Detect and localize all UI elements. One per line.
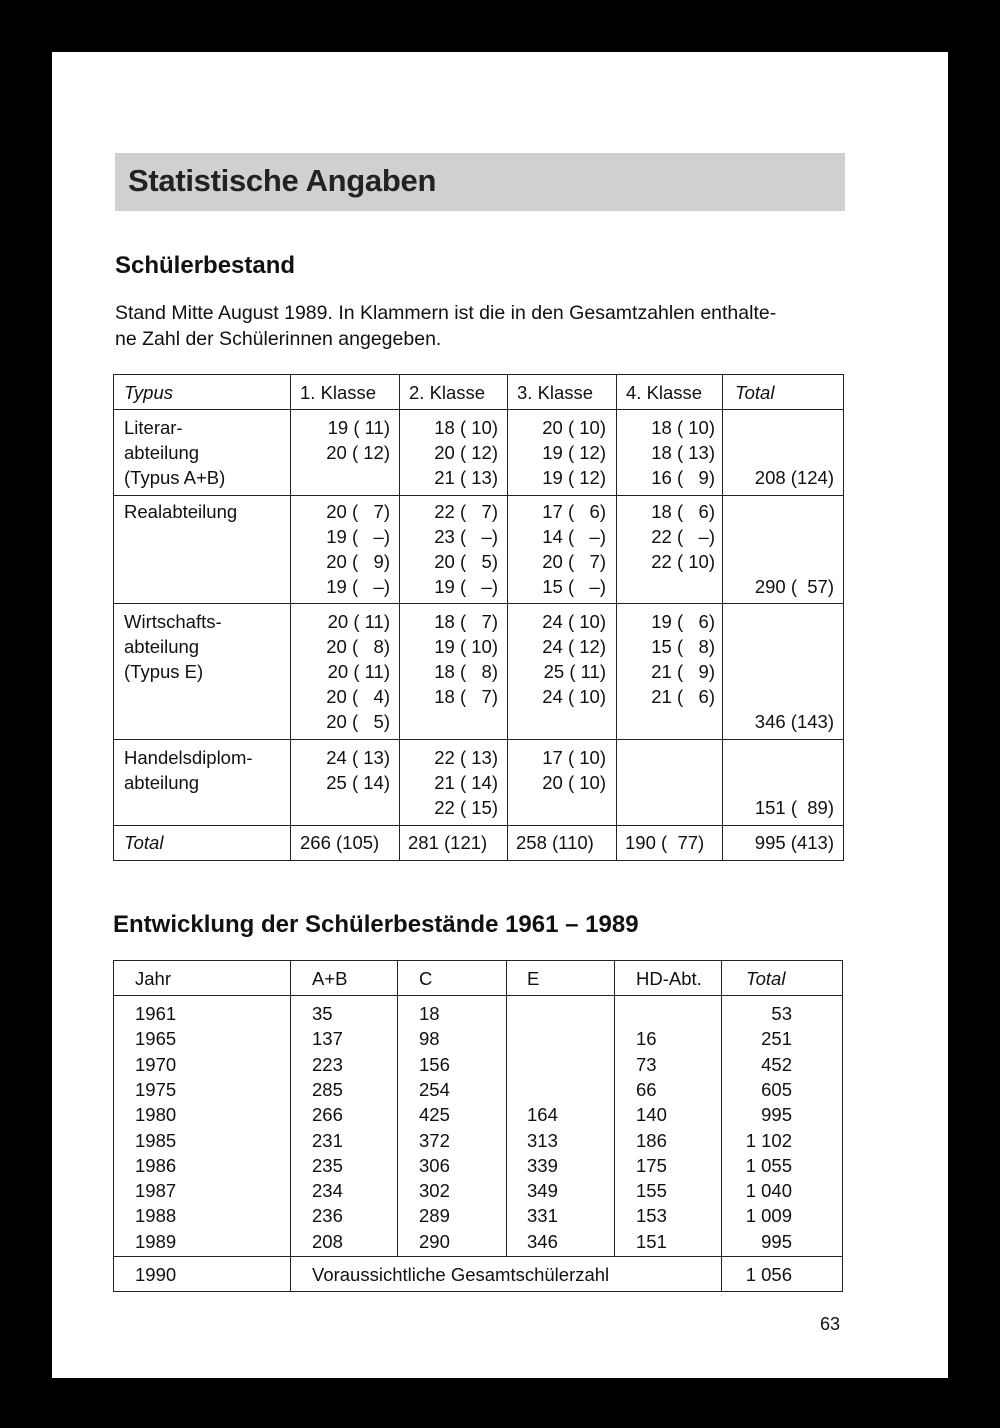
header-klasse-4: 4. Klasse (626, 382, 703, 403)
table2-cell-ab: 137 (312, 1028, 343, 1050)
header-e: E (527, 968, 540, 989)
cell-value: 22 ( 7) (434, 501, 498, 522)
footer-jahr: 1990 (135, 1264, 177, 1285)
table2-cell-hd: 155 (636, 1180, 667, 1202)
table2-cell-total: 1 040 (745, 1180, 792, 1202)
cell-value: 15 ( 8) (651, 636, 715, 657)
table2-cell-jahr: 1965 (135, 1028, 177, 1050)
group-label-line: Handelsdiplom- (124, 747, 253, 768)
group-label-line: (Typus A+B) (124, 467, 226, 488)
cell-value: 22 ( 13) (434, 747, 498, 768)
table2-cell-hd: 16 (636, 1028, 657, 1050)
section-heading-schuelerbestand: Schülerbestand (115, 252, 296, 279)
table2-cell-c: 289 (419, 1205, 450, 1227)
cell-value: 25 ( 14) (326, 772, 390, 793)
table2-cell-total: 1 102 (745, 1129, 792, 1151)
page-number: 63 (820, 1314, 841, 1334)
cell-value: 18 ( 7) (434, 686, 498, 707)
cell-value: 20 ( 10) (542, 417, 606, 438)
header-klasse-2: 2. Klasse (409, 382, 486, 403)
cell-value: 20 ( 8) (326, 636, 390, 657)
table2-cell-ab: 266 (312, 1104, 343, 1126)
total-row-value: 281 (121) (408, 832, 488, 853)
intro-line: Stand Mitte August 1989. In Klammern ist die in den Gesamtzahlen enthalte- (115, 302, 777, 324)
cell-value: 19 ( 12) (542, 442, 606, 463)
cell-value: 19 ( 12) (542, 467, 606, 488)
group-total: 208 (124) (754, 467, 834, 488)
group-label-line: Realabteilung (124, 501, 238, 522)
cell-value: 22 ( 10) (651, 551, 715, 572)
cell-value: 24 ( 10) (542, 686, 606, 707)
header-c: C (419, 968, 433, 989)
cell-value: 17 ( 6) (542, 501, 606, 522)
table2-cell-total: 1 009 (745, 1205, 792, 1227)
grand-total: 995 (413) (754, 832, 834, 853)
table2-cell-e: 346 (527, 1230, 558, 1252)
cell-value: 18 ( 6) (651, 501, 715, 522)
table2-cell-hd: 175 (636, 1154, 667, 1176)
cell-value: 19 ( 11) (327, 417, 390, 438)
table2-cell-jahr: 1986 (135, 1154, 177, 1176)
table2-cell-c: 254 (419, 1078, 450, 1100)
table2-cell-total: 53 (771, 1003, 792, 1024)
group-label-line: abteilung (124, 442, 200, 463)
cell-value: 20 ( 7) (326, 501, 390, 522)
cell-value: 24 ( 12) (542, 636, 606, 657)
cell-value: 21 ( 9) (651, 661, 715, 682)
group-total: 151 ( 89) (754, 797, 834, 818)
table2-cell-hd: 66 (636, 1078, 657, 1100)
total-row-value: 258 (110) (516, 832, 594, 853)
table2-cell-total: 452 (761, 1053, 792, 1075)
cell-value: 21 ( 6) (651, 686, 715, 707)
cell-value: 19 ( –) (434, 576, 498, 597)
cell-value: 19 ( 6) (651, 611, 715, 632)
header-klasse-1: 1. Klasse (300, 382, 377, 403)
intro-line: ne Zahl der Schülerinnen angegeben. (115, 328, 442, 350)
table2-cell-jahr: 1989 (135, 1230, 177, 1252)
table2-cell-c: 306 (419, 1154, 450, 1176)
group-label-line: Wirtschafts- (124, 611, 222, 632)
table2-cell-c: 290 (419, 1230, 450, 1252)
document-page (52, 52, 948, 1378)
table2-cell-hd: 73 (636, 1053, 657, 1075)
table2-cell-jahr: 1988 (135, 1205, 177, 1227)
group-total: 346 (143) (754, 711, 834, 732)
table2-cell-jahr: 1975 (135, 1078, 177, 1100)
table2-cell-total: 995 (761, 1230, 792, 1252)
cell-value: 18 ( 10) (434, 417, 498, 438)
group-total: 290 ( 57) (754, 576, 834, 597)
table2-cell-total: 605 (761, 1078, 792, 1100)
cell-value: 17 ( 10) (542, 747, 606, 768)
cell-value: 20 ( 7) (542, 551, 606, 572)
table2-cell-c: 372 (419, 1129, 450, 1151)
cell-value: 20 ( 9) (326, 551, 390, 572)
cell-value: 18 ( 8) (434, 661, 498, 682)
table2-cell-c: 302 (419, 1180, 450, 1202)
group-label-line: Literar- (124, 417, 183, 438)
cell-value: 21 ( 14) (434, 772, 498, 793)
cell-value: 15 ( –) (542, 576, 606, 597)
schuelerbestand-table (113, 374, 844, 861)
cell-value: 20 ( 10) (542, 772, 606, 793)
group-label-line: (Typus E) (124, 661, 204, 682)
table2-cell-c: 425 (419, 1104, 450, 1126)
table2-cell-ab: 35 (312, 1003, 333, 1024)
header-jahr: Jahr (135, 968, 171, 989)
cell-value: 21 ( 13) (434, 467, 498, 488)
header-total: Total (735, 382, 775, 403)
table2-cell-hd: 186 (636, 1129, 667, 1151)
table2-cell-ab: 223 (312, 1053, 343, 1075)
header-typus: Typus (124, 382, 174, 403)
table2-cell-c: 156 (419, 1053, 450, 1075)
table2-cell-total: 1 055 (745, 1154, 792, 1176)
table2-cell-e: 313 (527, 1129, 558, 1151)
cell-value: 18 ( 7) (434, 611, 498, 632)
cell-value: 19 ( –) (326, 576, 390, 597)
cell-value: 20 ( 11) (327, 661, 390, 682)
footer-label: Voraussichtliche Gesamtschülerzahl (312, 1264, 610, 1285)
table2-cell-total: 995 (761, 1104, 792, 1126)
cell-value: 23 ( –) (434, 526, 498, 547)
cell-value: 18 ( 13) (651, 442, 715, 463)
table2-cell-ab: 235 (312, 1154, 343, 1176)
table2-cell-hd: 140 (636, 1104, 667, 1126)
table2-cell-ab: 231 (312, 1129, 343, 1151)
table2-cell-c: 18 (419, 1003, 440, 1024)
cell-value: 20 ( 12) (434, 442, 498, 463)
cell-value: 20 ( 12) (326, 442, 390, 463)
page-title: Statistische Angaben (128, 163, 437, 198)
cell-value: 20 ( 5) (326, 711, 390, 732)
table2-cell-hd: 153 (636, 1205, 667, 1227)
cell-value: 16 ( 9) (651, 467, 715, 488)
title-banner (115, 153, 845, 211)
cell-value: 19 ( 10) (434, 636, 498, 657)
table2-cell-e: 349 (527, 1180, 558, 1202)
table2-cell-total: 251 (761, 1028, 792, 1050)
cell-value: 20 ( 11) (327, 611, 390, 632)
section-heading-entwicklung: Entwicklung der Schülerbestände 1961 – 1989 (113, 911, 639, 938)
table2-cell-e: 339 (527, 1154, 558, 1176)
footer-total: 1 056 (745, 1264, 792, 1285)
total-row-label: Total (124, 832, 164, 853)
table2-cell-ab: 285 (312, 1078, 343, 1100)
group-label-line: abteilung (124, 772, 200, 793)
total-row-value: 266 (105) (300, 832, 380, 853)
table2-cell-ab: 234 (312, 1180, 343, 1202)
header-total: Total (746, 968, 786, 989)
table2-cell-e: 331 (527, 1205, 558, 1227)
header-ab: A+B (312, 968, 348, 989)
table2-cell-jahr: 1987 (135, 1180, 177, 1202)
cell-value: 20 ( 5) (434, 551, 498, 572)
table2-cell-jahr: 1980 (135, 1104, 177, 1126)
table2-cell-e: 164 (527, 1104, 558, 1126)
entwicklung-table (113, 960, 843, 1292)
cell-value: 25 ( 11) (543, 661, 606, 682)
cell-value: 18 ( 10) (651, 417, 715, 438)
table2-cell-c: 98 (419, 1028, 440, 1050)
header-klasse-3: 3. Klasse (517, 382, 594, 403)
table2-cell-ab: 208 (312, 1230, 343, 1252)
total-row-value: 190 ( 77) (625, 832, 705, 853)
header-hd-abt: HD-Abt. (636, 968, 702, 989)
cell-value: 24 ( 13) (326, 747, 390, 768)
cell-value: 14 ( –) (542, 526, 606, 547)
cell-value: 22 ( –) (651, 526, 715, 547)
table2-cell-hd: 151 (636, 1230, 667, 1252)
table2-cell-jahr: 1985 (135, 1129, 177, 1151)
cell-value: 20 ( 4) (326, 686, 390, 707)
intro-paragraph (115, 300, 855, 352)
cell-value: 19 ( –) (326, 526, 390, 547)
cell-value: 22 ( 15) (434, 797, 498, 818)
table2-cell-ab: 236 (312, 1205, 343, 1227)
table2-cell-jahr: 1970 (135, 1053, 177, 1075)
group-label-line: abteilung (124, 636, 200, 657)
cell-value: 24 ( 10) (542, 611, 606, 632)
table2-cell-jahr: 1961 (135, 1003, 177, 1024)
